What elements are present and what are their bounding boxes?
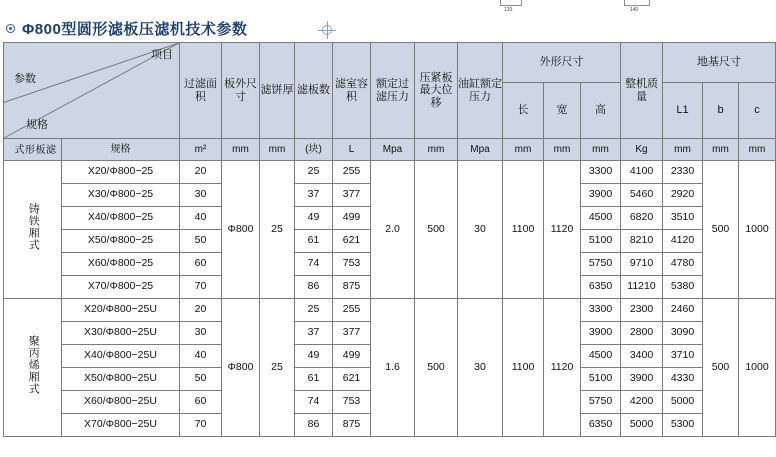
group-label-polypropylene <box>4 298 62 436</box>
cell-model: X50/Φ800−25 <box>62 229 180 252</box>
cell-height: 6350 <box>581 275 621 298</box>
cell-area: 60 <box>180 252 222 275</box>
cell-base-l1: 5000 <box>663 390 703 413</box>
unit-cylinder-pressure: Mpa <box>458 139 503 161</box>
cell-base-b: 500 <box>703 160 739 298</box>
cell-board-size: Φ800 <box>222 160 260 298</box>
cell-volume: 255 <box>333 160 371 183</box>
cell-base-l1: 2920 <box>663 183 703 206</box>
unit-max-travel: mm <box>415 139 458 161</box>
cell-weight: 6820 <box>621 206 663 229</box>
cell-plates: 25 <box>295 160 333 183</box>
cell-base-b: 500 <box>703 298 739 436</box>
cell-area: 20 <box>180 160 222 183</box>
cell-plates: 49 <box>295 206 333 229</box>
cell-height: 3900 <box>581 183 621 206</box>
cell-volume: 621 <box>333 229 371 252</box>
cell-weight: 4100 <box>621 160 663 183</box>
cell-area: 70 <box>180 275 222 298</box>
table-row <box>4 160 776 183</box>
unit-width: mm <box>544 139 581 161</box>
unit-base-l1: mm <box>663 139 703 161</box>
header-width: 宽 <box>544 83 581 139</box>
table-row <box>4 298 776 321</box>
cell-cylinder-pressure: 30 <box>458 298 503 436</box>
cell-cylinder-pressure: 30 <box>458 160 503 298</box>
cell-board-size: Φ800 <box>222 298 260 436</box>
cell-model: X50/Φ800−25U <box>62 367 180 390</box>
cell-base-l1: 3710 <box>663 344 703 367</box>
cell-weight: 3900 <box>621 367 663 390</box>
cell-weight: 11210 <box>621 275 663 298</box>
cell-base-l1: 2460 <box>663 298 703 321</box>
unit-spec: 规格 <box>62 139 180 161</box>
cell-length: 1100 <box>503 298 544 436</box>
cell-base-l1: 3510 <box>663 206 703 229</box>
cell-width: 1120 <box>544 298 581 436</box>
cell-volume: 621 <box>333 367 371 390</box>
title-row <box>0 16 740 42</box>
crosshair-icon <box>318 21 336 39</box>
cell-plates: 61 <box>295 367 333 390</box>
header-rated-filter-pressure: 额定过滤压力 <box>371 43 415 139</box>
spec-table <box>3 42 776 437</box>
cell-model: X20/Φ800−25 <box>62 160 180 183</box>
cell-base-l1: 3090 <box>663 321 703 344</box>
cell-area: 60 <box>180 390 222 413</box>
row-label-plate-form-text: 滤板形式 <box>12 144 55 155</box>
cell-model: X60/Φ800−25 <box>62 252 180 275</box>
cell-height: 5750 <box>581 390 621 413</box>
cell-height: 5750 <box>581 252 621 275</box>
cell-area: 20 <box>180 298 222 321</box>
cell-cake-thickness: 25 <box>260 298 295 436</box>
cell-base-c: 1000 <box>739 160 776 298</box>
cell-volume: 499 <box>333 206 371 229</box>
cell-volume: 377 <box>333 321 371 344</box>
cell-weight: 2300 <box>621 298 663 321</box>
cell-plates: 86 <box>295 413 333 436</box>
cell-base-l1: 4780 <box>663 252 703 275</box>
cell-plates: 74 <box>295 390 333 413</box>
cell-weight: 5000 <box>621 413 663 436</box>
cell-height: 5100 <box>581 367 621 390</box>
cell-plates: 86 <box>295 275 333 298</box>
cell-weight: 8210 <box>621 229 663 252</box>
cell-volume: 377 <box>333 183 371 206</box>
cell-plates: 37 <box>295 183 333 206</box>
cell-volume: 875 <box>333 413 371 436</box>
cell-height: 5100 <box>581 229 621 252</box>
header-base-c: c <box>739 83 776 139</box>
cell-area: 70 <box>180 413 222 436</box>
cell-height: 3300 <box>581 298 621 321</box>
cell-area: 50 <box>180 367 222 390</box>
header-base-l1: L1 <box>663 83 703 139</box>
header-length: 长 <box>503 83 544 139</box>
cell-height: 3300 <box>581 160 621 183</box>
cell-model: X30/Φ800−25U <box>62 321 180 344</box>
header-height: 高 <box>581 83 621 139</box>
unit-length: mm <box>503 139 544 161</box>
group-label-cast-iron-text: 铸铁厢式 <box>27 203 40 252</box>
cell-model: X40/Φ800−25U <box>62 344 180 367</box>
cell-model: X40/Φ800−25 <box>62 206 180 229</box>
cell-base-c: 1000 <box>739 298 776 436</box>
header-board-size: 板外尺寸 <box>222 43 260 139</box>
cell-volume: 753 <box>333 252 371 275</box>
cell-volume: 875 <box>333 275 371 298</box>
cell-area: 50 <box>180 229 222 252</box>
corner-label-param: 参数 <box>14 73 36 85</box>
cell-base-l1: 4120 <box>663 229 703 252</box>
cell-plates: 25 <box>295 298 333 321</box>
header-row-main <box>4 43 776 83</box>
unit-rated-filter-pressure: Mpa <box>371 139 415 161</box>
header-row-units <box>4 139 776 161</box>
top-drawing-strip <box>0 0 740 16</box>
cell-height: 6350 <box>581 413 621 436</box>
cell-height: 4500 <box>581 344 621 367</box>
group-label-polypropylene-text: 聚丙烯厢式 <box>27 335 40 396</box>
header-plate-count: 滤板数 <box>295 43 333 139</box>
table-body <box>4 160 776 436</box>
header-base-dimensions: 地基尺寸 <box>663 43 776 83</box>
cell-filter-pressure: 1.6 <box>371 298 415 436</box>
cell-length: 1100 <box>503 160 544 298</box>
cell-cake-thickness: 25 <box>260 160 295 298</box>
cell-max-travel: 500 <box>415 298 458 436</box>
cell-plates: 37 <box>295 321 333 344</box>
row-label-plate-form <box>4 139 62 161</box>
cell-height: 4500 <box>581 206 621 229</box>
corner-header-cell <box>4 43 180 139</box>
unit-board-size: mm <box>222 139 260 161</box>
cell-plates: 61 <box>295 229 333 252</box>
top-drawing-right <box>624 0 650 6</box>
header-chamber-volume: 滤室容积 <box>333 43 371 139</box>
unit-chamber-volume: L <box>333 139 371 161</box>
cell-base-l1: 5380 <box>663 275 703 298</box>
cell-height: 3900 <box>581 321 621 344</box>
cell-volume: 753 <box>333 390 371 413</box>
cell-volume: 499 <box>333 344 371 367</box>
unit-cake-thickness: mm <box>260 139 295 161</box>
cell-model: X30/Φ800−25 <box>62 183 180 206</box>
top-dim-right: 140 <box>630 7 639 13</box>
header-filter-area: 过滤面积 <box>180 43 222 139</box>
cell-base-l1: 2330 <box>663 160 703 183</box>
header-base-b: b <box>703 83 739 139</box>
header-machine-weight: 整机质量 <box>621 43 663 139</box>
cell-model: X20/Φ800−25U <box>62 298 180 321</box>
corner-label-spec: 规格 <box>26 119 48 132</box>
cell-width: 1120 <box>544 160 581 298</box>
page-title: Φ800型圆形滤板压滤机技术参数 <box>22 21 248 38</box>
cell-plates: 49 <box>295 344 333 367</box>
cell-max-travel: 500 <box>415 160 458 298</box>
unit-base-b: mm <box>703 139 739 161</box>
unit-base-c: mm <box>739 139 776 161</box>
top-drawing-left <box>500 0 522 6</box>
cell-base-l1: 5300 <box>663 413 703 436</box>
unit-weight: Kg <box>621 139 663 161</box>
bullet-icon <box>6 24 15 33</box>
cell-weight: 2800 <box>621 321 663 344</box>
table-head <box>4 43 776 161</box>
cell-model: X70/Φ800−25U <box>62 413 180 436</box>
cell-area: 40 <box>180 344 222 367</box>
cell-weight: 5460 <box>621 183 663 206</box>
cell-filter-pressure: 2.0 <box>371 160 415 298</box>
cell-area: 40 <box>180 206 222 229</box>
header-outer-dimensions: 外形尺寸 <box>503 43 621 83</box>
top-dim-left: 120 <box>504 7 513 13</box>
cell-base-l1: 4330 <box>663 367 703 390</box>
cell-model: X70/Φ800−25 <box>62 275 180 298</box>
header-cylinder-pressure: 油缸额定压力 <box>458 43 503 139</box>
corner-label-item: 项目 <box>151 49 173 61</box>
header-cake-thickness: 滤饼厚 <box>260 43 295 139</box>
header-max-travel: 压紧板最大位移 <box>415 43 458 139</box>
group-label-cast-iron <box>4 160 62 298</box>
cell-weight: 9710 <box>621 252 663 275</box>
cell-area: 30 <box>180 183 222 206</box>
cell-weight: 4200 <box>621 390 663 413</box>
cell-plates: 74 <box>295 252 333 275</box>
unit-filter-area: m² <box>180 139 222 161</box>
cell-area: 30 <box>180 321 222 344</box>
cell-volume: 255 <box>333 298 371 321</box>
cell-weight: 3400 <box>621 344 663 367</box>
unit-plate-count: (块) <box>295 139 333 161</box>
cell-model: X60/Φ800−25U <box>62 390 180 413</box>
unit-height: mm <box>581 139 621 161</box>
